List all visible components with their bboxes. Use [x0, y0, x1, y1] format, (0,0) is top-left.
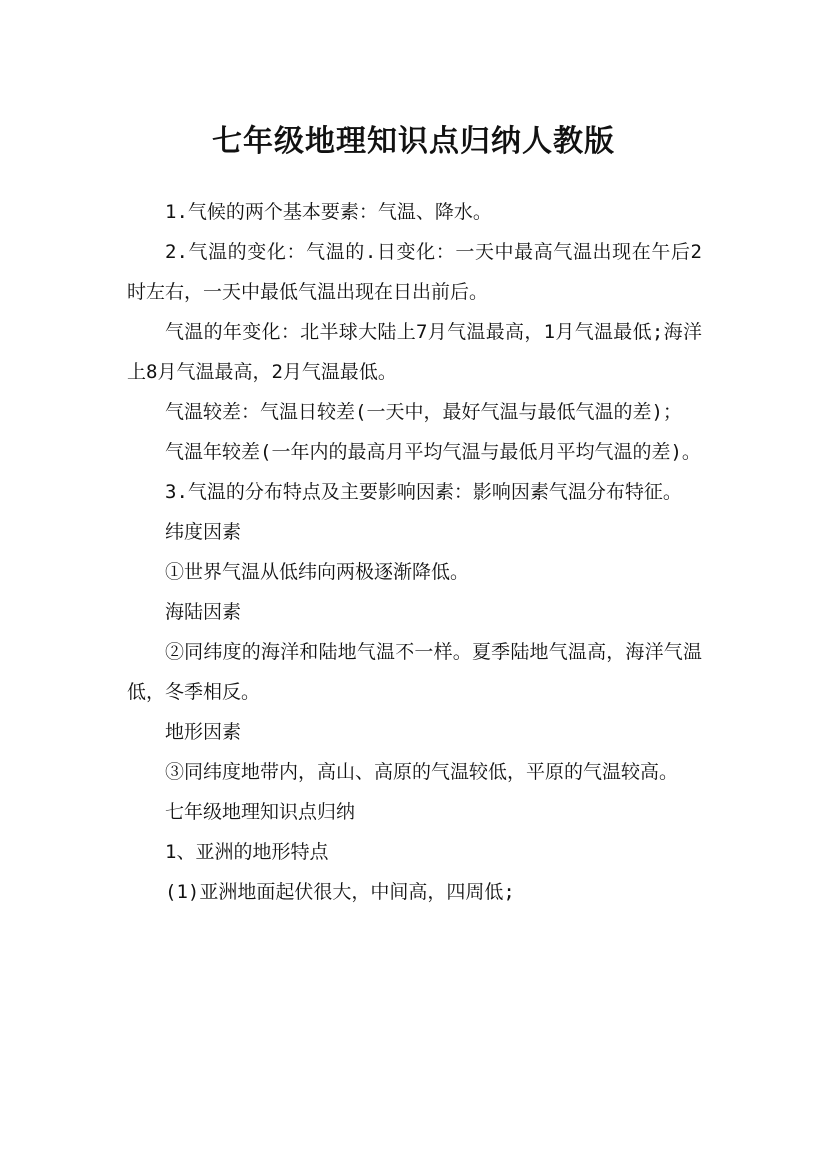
paragraph-8: ①世界气温从低纬向两极逐渐降低。: [165, 561, 470, 583]
document-body: [127, 192, 702, 912]
paragraph-2: 2.气温的变化：气温的.日变化：一天中最高气温出现在午后2时左右，一天中最低气温出现在日出前后。: [127, 241, 702, 303]
paragraph-1: 1.气候的两个基本要素：气温、降水。: [165, 201, 492, 223]
document-title: 七年级地理知识点归纳人教版: [212, 124, 615, 160]
paragraph-6: 3.气温的分布特点及主要影响因素：影响因素气温分布特征。: [165, 481, 682, 503]
paragraph-4: 气温较差：气温日较差(一天中，最好气温与最低气温的差)；: [165, 401, 682, 423]
paragraph-11: 地形因素: [165, 721, 242, 743]
paragraph-15: (1)亚洲地面起伏很大，中间高，四周低;: [165, 881, 515, 903]
paragraph-7: 纬度因素: [165, 521, 242, 543]
paragraph-13: 七年级地理知识点归纳: [165, 801, 356, 823]
paragraph-12: ③同纬度地带内，高山、高原的气温较低，平原的气温较高。: [165, 761, 679, 783]
paragraph-3: 气温的年变化：北半球大陆上7月气温最高，1月气温最低;海洋上8月气温最高，2月气温最低。: [127, 321, 702, 383]
paragraph-5: 气温年较差(一年内的最高月平均气温与最低月平均气温的差)。: [165, 441, 701, 463]
paragraph-9: 海陆因素: [165, 601, 242, 623]
paragraph-14: 1、亚洲的地形特点: [165, 841, 329, 863]
paragraph-10: ②同纬度的海洋和陆地气温不一样。夏季陆地气温高，海洋气温低，冬季相反。: [127, 641, 702, 703]
